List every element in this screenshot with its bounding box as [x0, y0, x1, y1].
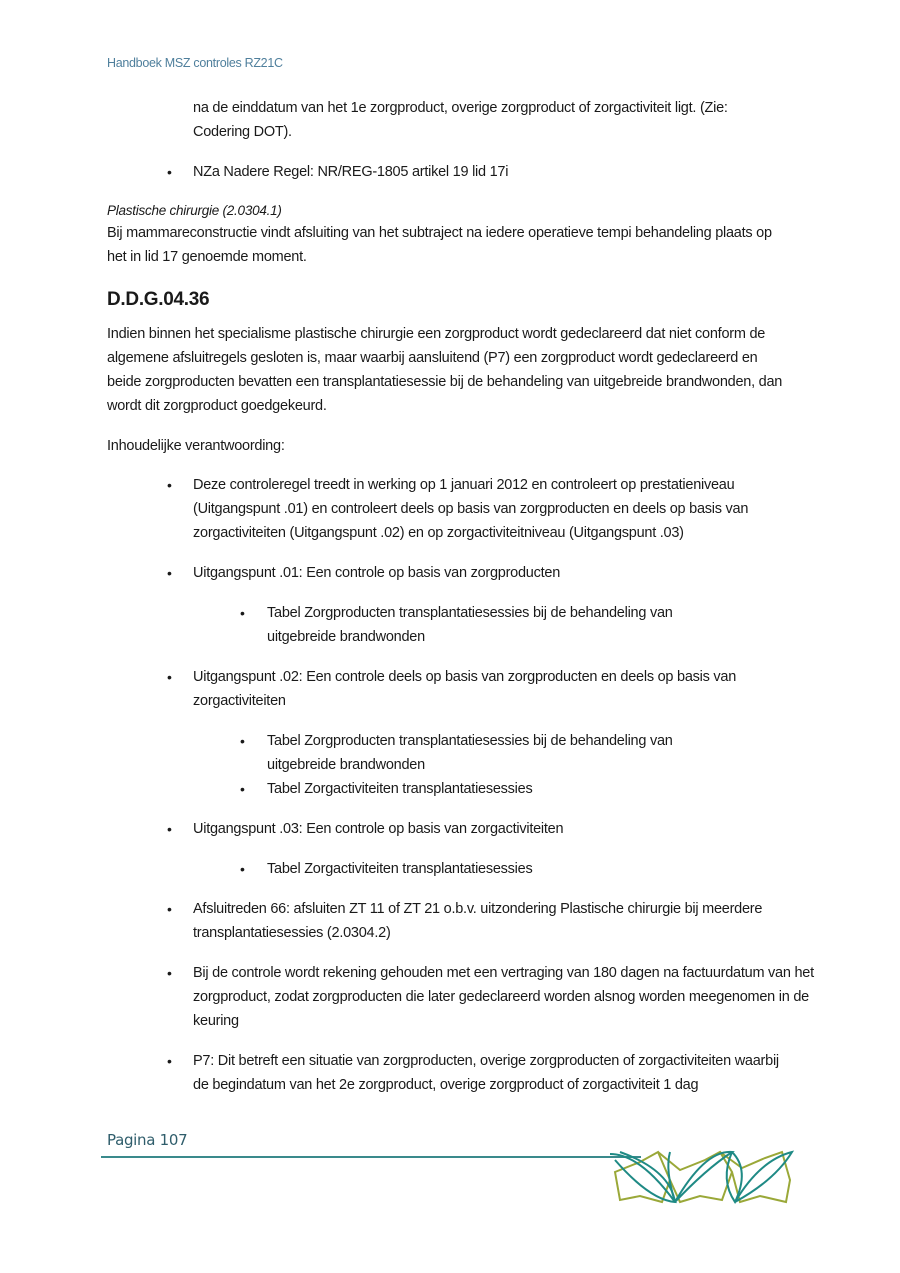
footer-logo-icon	[610, 1150, 795, 1205]
continuation-line: na de einddatum van het 1e zorgproduct, overige zorgproduct of zorgactiviteit ligt. (Zie:	[193, 100, 728, 116]
justification-label: Inhoudelijke verantwoording:	[107, 438, 285, 454]
rule-description: Indien binnen het specialisme plastische chirurgie een zorgproduct wordt gedeclareerd dat niet conform de algemene afsluitregels gesloten is, maar waarbij aansluitend (P7) een zorgproduct wordt gedeclareerd en beide zorgproducten bevatten een transplantatiesessie bij de behandeling van uitgebreide brandwonden, dan wordt dit zorgproduct goedgekeurd.	[107, 326, 783, 414]
rule-block	[107, 288, 797, 458]
list-item: • Bij de controle wordt rekening gehouden met een vertraging van 180 dagen na factuurdatum van het zorgproduct, zodat zorgproducten die later gedeclareerd worden alsnog worden meegenomen in de keuring	[107, 961, 833, 1033]
footer-divider	[101, 1156, 641, 1158]
running-header: Handboek MSZ controles RZ21C	[107, 56, 283, 70]
sub-list-item: • Tabel Zorgproducten transplantatiesessies bij de behandeling van uitgebreide brandwonden	[107, 729, 727, 777]
list-item: • Uitgangspunt .02: Een controle deels op basis van zorgproducten en deels op basis van zorgactiviteiten	[107, 665, 797, 713]
list-item: • P7: Dit betreft een situatie van zorgproducten, overige zorgproducten of zorgactiviteiten waarbij de begindatum van het 2e zorgproduct, overige zorgproduct of zorgactiviteit 1 dag	[107, 1049, 797, 1097]
list-item: • Afsluitreden 66: afsluiten ZT 11 of ZT 21 o.b.v. uitzondering Plastische chirurgie bij meerdere transplantatiesessies (2.0304.2)	[107, 897, 833, 945]
plastic-section	[107, 201, 797, 269]
list-item: • Uitgangspunt .01: Een controle op basis van zorgproducten	[107, 561, 797, 585]
page-number: Pagina 107	[107, 1131, 188, 1149]
continuation-line: Codering DOT).	[193, 124, 292, 140]
section-subtitle: Plastische chirurgie (2.0304.1)	[107, 203, 282, 218]
rule-code-heading: D.D.G.04.36	[107, 289, 210, 310]
list-item: • Deze controleregel treedt in werking op 1 januari 2012 en controleert op prestatieniveau (Uitgangspunt .01) en controleert deels op basis van zorgproducten en deels op basis van zorgactiviteiten (Uitgangspunt .02) en op zorgactiviteitniveau (Uitgangspunt .03)	[107, 473, 797, 545]
section-text: Bij mammareconstructie vindt afsluiting van het subtraject na iedere operatieve tempi behandeling plaats op het in lid 17 genoemde moment.	[107, 225, 772, 265]
list-item: • Uitgangspunt .03: Een controle op basis van zorgactiviteiten	[107, 817, 797, 841]
sub-list-item: • Tabel Zorgactiviteiten transplantatiesessies	[107, 857, 797, 881]
sub-list-item: • Tabel Zorgproducten transplantatiesessies bij de behandeling van uitgebreide brandwonden	[107, 601, 727, 649]
justification-list	[107, 473, 814, 1097]
sub-list-item: • Tabel Zorgactiviteiten transplantatiesessies	[107, 777, 797, 801]
continuation-block	[107, 96, 797, 184]
list-item: • NZa Nadere Regel: NR/REG-1805 artikel 19 lid 17i	[107, 160, 797, 184]
